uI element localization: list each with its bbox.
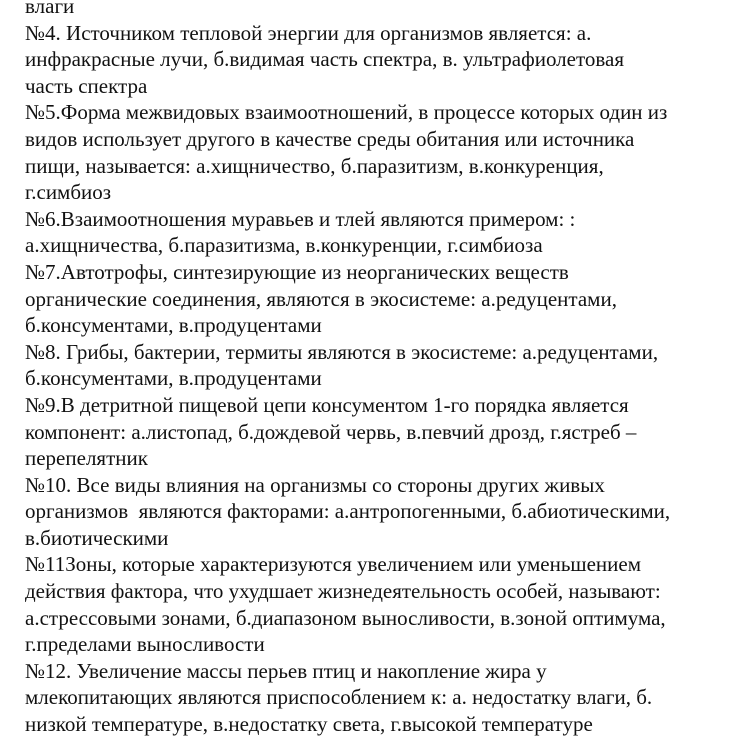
question-12-line: №12. Увеличение массы перьев птиц и накопление жира у — [25, 658, 547, 683]
text-line: б.консументами, в.продуцентами — [25, 366, 322, 391]
question-10-line: №10. Все виды влияния на организмы со стороны других живых — [25, 472, 605, 497]
text-line: б.консументами, в.продуцентами — [25, 313, 322, 338]
question-7-line: №7.Автотрофы, синтезирующие из неорганических веществ — [25, 259, 569, 284]
text-line: инфракрасные лучи, б.видимая часть спектра, в. ультрафиолетовая — [25, 47, 624, 72]
text-line: влаги — [25, 0, 75, 18]
question-4-line: №4. Источником тепловой энергии для организмов является: а. — [25, 20, 592, 45]
text-line: компонент: а.листопад, б.дождевой червь, в.певчий дрозд, г.ястреб – — [25, 419, 637, 444]
text-line: млекопитающих являются приспособлением к: а. недостатку влаги, б. — [25, 685, 653, 710]
text-line: а.стрессовыми зонами, б.диапазоном выносливости, в.зоной оптимума, — [25, 605, 666, 630]
text-line: пищи, называется: а.хищничество, б.паразитизм, в.конкуренция, — [25, 153, 604, 178]
text-line: часть спектра — [25, 73, 148, 98]
text-line: органические соединения, являются в экосистеме: а.редуцентами, — [25, 286, 617, 311]
text-line: видов использует другого в качестве среды обитания или источника — [25, 126, 635, 151]
question-6-line: №6.Взаимоотношения муравьев и тлей являются примером: : — [25, 206, 576, 231]
text-line: организмов являются факторами: а.антропогенными, б.абиотическими, — [25, 499, 671, 524]
text-line: г.симбиоз — [25, 180, 112, 205]
text-line: г.пределами выносливости — [25, 632, 265, 657]
text-line: а.хищничества, б.паразитизма, в.конкуренции, г.симбиоза — [25, 233, 543, 258]
text-line: перепелятник — [25, 446, 148, 471]
text-line: в.биотическими — [25, 525, 169, 550]
question-9-line: №9.В детритной пищевой цепи консументом 1-го порядка является — [25, 392, 629, 417]
question-11-line: №11Зоны, которые характеризуются увеличением или уменьшением — [25, 552, 642, 577]
question-5-line: №5.Форма межвидовых взаимоотношений, в процессе которых один из — [25, 100, 668, 125]
text-line: действия фактора, что ухудшает жизнедеятельность особей, называют: — [25, 579, 661, 604]
text-line: низкой температуре, в.недостатку света, г.высокой температуре — [25, 712, 593, 737]
question-8-line: №8. Грибы, бактерии, термиты являются в экосистеме: а.редуцентами, — [25, 339, 659, 364]
